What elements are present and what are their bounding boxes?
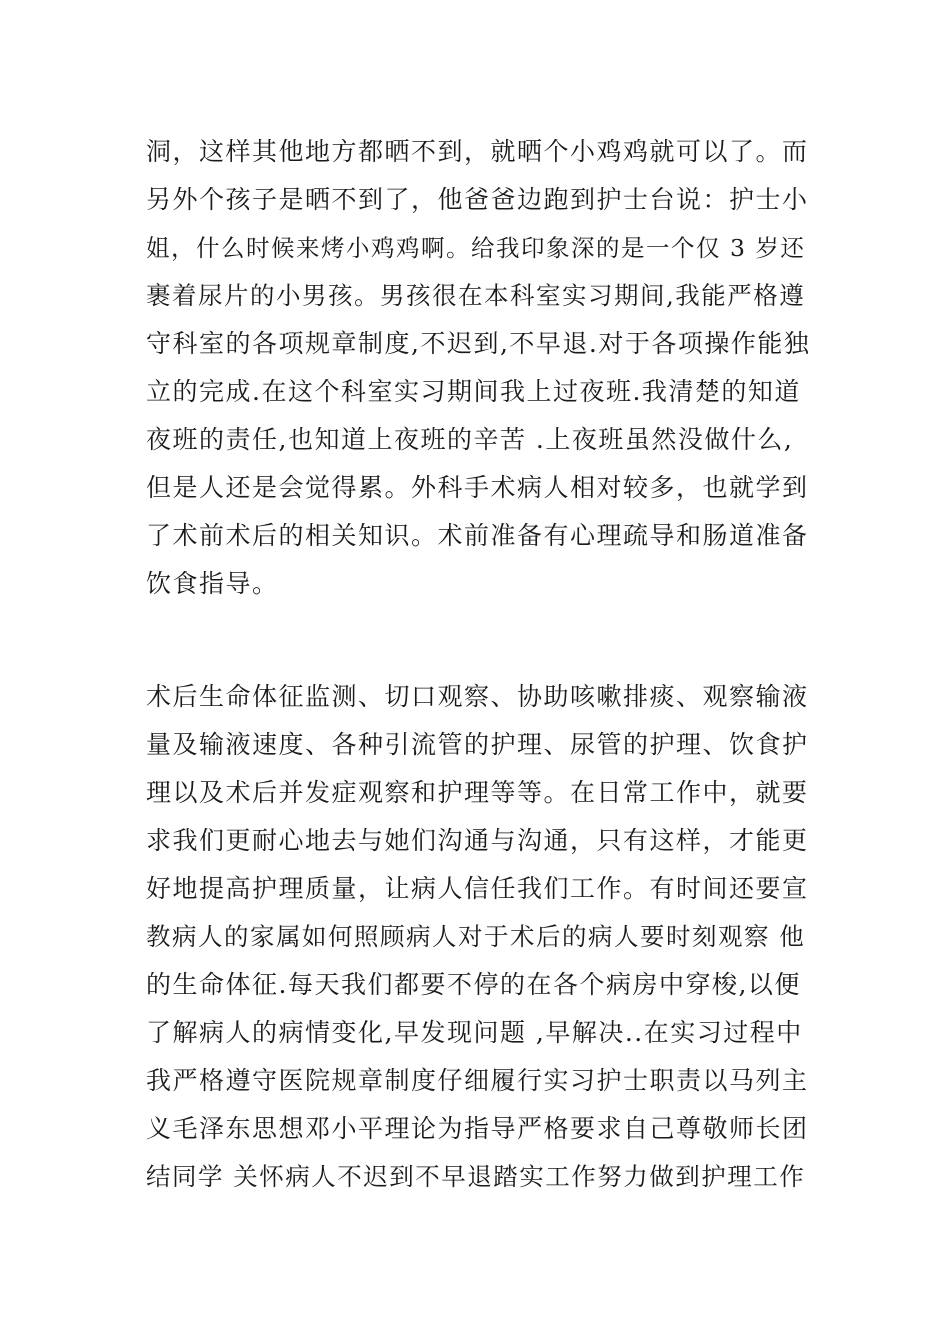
text-line: 洞，这样其他地方都晒不到，就晒个小鸡鸡就可以了。而 (146, 137, 809, 166)
text-line: 姐，什么时候来烤小鸡鸡啊。给我印象深的是一个仅 3 岁还 (146, 234, 806, 262)
text-line: 裹着尿片的小男孩。男孩很在本科室实习期间,我能严格遵 (146, 281, 806, 310)
text-line: 好地提高护理质量，让病人信任我们工作。有时间还要宣 (146, 874, 809, 903)
text-line: 饮食指导。 (146, 569, 279, 598)
text-line: 量及输液速度、各种引流管的护理、尿管的护理、饮食护 (146, 730, 809, 759)
text-line: 教病人的家属如何照顾病人对于术后的病人要时刻观察 他 (146, 922, 806, 951)
text-line: 了术前术后的相关知识。术前准备有心理疏导和肠道准备 (146, 521, 809, 550)
paragraph-2 (146, 673, 811, 1201)
text-line: 立的完成.在这个科室实习期间我上过夜班.我清楚的知道 (146, 377, 801, 406)
text-line: 守科室的各项规章制度,不迟到,不早退.对于各项操作能独 (146, 329, 811, 358)
text-line: 义毛泽东思想邓小平理论为指导严格要求自己尊敬师长团 (146, 1114, 809, 1143)
text-line: 术后生命体征监测、切口观察、协助咳嗽排痰、观察输液 (146, 682, 809, 711)
text-line: 但是人还是会觉得累。外科手术病人相对较多，也就学到 (146, 473, 809, 502)
text-line: 求我们更耐心地去与她们沟通与沟通，只有这样，才能更 (146, 826, 809, 855)
paragraph-1 (146, 128, 811, 608)
text-line: 理以及术后并发症观察和护理等等。在日常工作中，就要 (146, 778, 809, 807)
text-line: 了解病人的病情变化,早发现问题 ,早解决..在实习过程中 (146, 1018, 803, 1047)
text-line: 夜班的责任,也知道上夜班的辛苦 .上夜班虽然没做什么, (146, 425, 794, 454)
text-line: 我严格遵守医院规章制度仔细履行实习护士职责以马列主 (146, 1066, 809, 1095)
text-line: 的生命体征.每天我们都要不停的在各个病房中穿梭,以便 (146, 970, 801, 999)
text-line: 另外个孩子是晒不到了，他爸爸边跑到护士台说：护士小 (146, 185, 809, 214)
text-line: 结同学 关怀病人不迟到不早退踏实工作努力做到护理工作 (146, 1162, 806, 1191)
